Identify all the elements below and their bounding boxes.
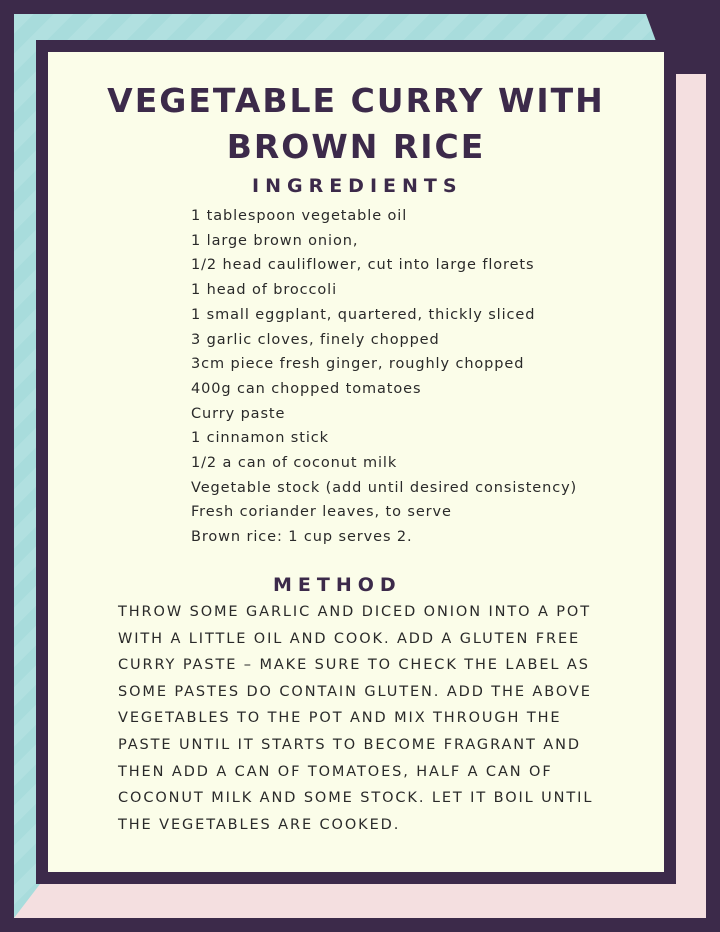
method-line: THROW SOME GARLIC AND DICED ONION INTO A POT	[118, 604, 592, 620]
method-text	[118, 599, 618, 838]
ingredient-item: Fresh coriander leaves, to serve	[191, 504, 452, 521]
ingredient-item: 1/2 a can of coconut milk	[191, 455, 398, 472]
recipe-title-line-1: VEGETABLE CURRY WITH	[107, 81, 605, 120]
ingredient-item: Vegetable stock (add until desired consistency)	[191, 479, 578, 496]
ingredient-item: 3cm piece fresh ginger, roughly chopped	[191, 356, 525, 373]
ingredients-heading: INGREDIENTS	[252, 175, 463, 197]
method-line: THE VEGETABLES ARE COOKED.	[118, 816, 401, 833]
method-line: THEN ADD A CAN OF TOMATOES, HALF A CAN OF	[118, 763, 553, 780]
method-line: WITH A LITTLE OIL AND COOK. ADD A GLUTEN FREE	[118, 630, 581, 647]
ingredient-item: 1/2 head cauliflower, cut into large florets	[191, 257, 535, 274]
ingredient-item: 400g can chopped tomatoes	[191, 380, 422, 397]
ingredient-item: 1 large brown onion,	[191, 232, 359, 249]
ingredient-item: 1 tablespoon vegetable oil	[191, 208, 408, 224]
method-line: CURRY PASTE – MAKE SURE TO CHECK THE LABEL AS	[118, 657, 590, 674]
ingredient-item: 1 head of broccoli	[191, 282, 338, 299]
ingredient-item: Curry paste	[191, 405, 286, 422]
recipe-title	[48, 78, 664, 170]
method-heading: METHOD	[273, 574, 402, 596]
ingredient-list	[191, 204, 577, 550]
ingredient-item: Brown rice: 1 cup serves 2.	[191, 529, 413, 546]
method-line: SOME PASTES DO CONTAIN GLUTEN. ADD THE ABOVE	[118, 683, 592, 700]
ingredient-item: 1 cinnamon stick	[191, 430, 329, 447]
ingredient-item: 3 garlic cloves, finely chopped	[191, 331, 440, 348]
ingredient-item: 1 small eggplant, quartered, thickly sliced	[191, 306, 536, 323]
method-line: PASTE UNTIL IT STARTS TO BECOME FRAGRANT AND	[118, 736, 581, 753]
method-line: COCONUT MILK AND SOME STOCK. LET IT BOIL UNTIL	[118, 790, 594, 807]
recipe-title-line-2: BROWN RICE	[226, 127, 486, 166]
method-line: VEGETABLES TO THE POT AND MIX THROUGH THE	[118, 710, 562, 727]
